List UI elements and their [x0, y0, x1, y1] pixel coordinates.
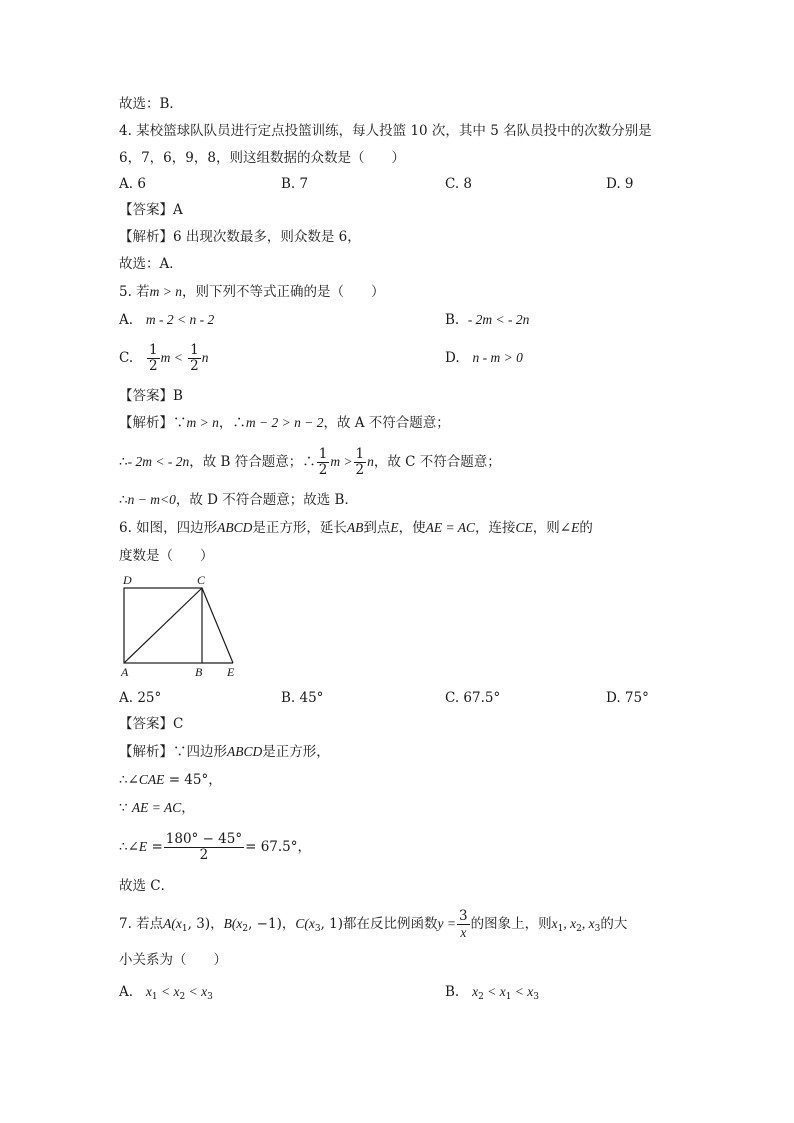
- label-e: E: [227, 665, 235, 679]
- q6-ana4-frac-den: 2: [199, 847, 209, 863]
- q5-ana2-frac2-num: 1: [355, 446, 365, 462]
- q7-point-a: A: [163, 916, 172, 931]
- q6-ana1-c: 是正方形，: [262, 744, 330, 760]
- q5-option-a: [119, 310, 214, 330]
- q4-analysis: 【解析】6 出现次数最多，则众数是 6，: [119, 229, 361, 245]
- q6-ana4-b: E: [138, 839, 148, 854]
- q7-point-a-open: (x: [171, 916, 182, 931]
- q5-ana1-c: ，∴: [218, 415, 246, 431]
- q7-point-c-sub: 3: [314, 924, 321, 934]
- q6-stem1-e: 到点: [363, 520, 391, 536]
- q6-stem1-m: 的: [579, 520, 593, 536]
- q7-point-c: C: [295, 916, 305, 931]
- q7-point-b-sub: 2: [242, 924, 249, 934]
- q5-option-c-frac1-num: 1: [149, 342, 158, 358]
- q7-option-a-x: x: [145, 984, 152, 999]
- q6-ana4-d: = 67.5°，: [245, 839, 312, 855]
- q5-option-c-frac1-den: 2: [149, 358, 158, 374]
- q5-stem-condition: m > n: [149, 284, 183, 299]
- q4-stem-line1: 4. 某校篮球队队员进行定点投篮训练，每人投篮 10 次，其中 5 名队员投中的次数分别是: [119, 123, 652, 139]
- q7-option-b-s3: 3: [533, 992, 540, 1002]
- q6-analysis-line4: [119, 827, 311, 867]
- q6-stem1-g: ，使: [398, 520, 426, 536]
- q5-stem: [119, 282, 385, 302]
- q7-stem-line2: 小关系为（ ）: [119, 952, 227, 968]
- q7-l1-d: 的大: [600, 916, 628, 932]
- q7-point-c-open: (x: [304, 916, 315, 931]
- label-a: A: [121, 665, 129, 679]
- q5-analysis-line3: [119, 490, 358, 510]
- q6-ana3-a: ∵: [119, 800, 132, 816]
- q5-ana2-m: m >: [330, 454, 353, 469]
- q5-stem-suffix: ，则下列不等式正确的是（ ）: [182, 284, 385, 300]
- q6-ana4-a: ∴∠: [119, 839, 139, 855]
- q6-ana2-a: ∴∠: [119, 772, 139, 788]
- q7-sep2: ，: [281, 916, 296, 932]
- q6-ana4-frac: [164, 832, 244, 863]
- q7-option-a-s2: 2: [179, 992, 186, 1002]
- q7-option-a-label: A.: [119, 984, 134, 1000]
- q7-point-c-close: , 1): [320, 916, 344, 932]
- q6-option-a: A. 25°: [119, 690, 162, 706]
- q5-stem-prefix: 5. 若: [119, 284, 150, 300]
- q5-analysis-line2: [119, 442, 501, 482]
- q7-x1-sub: 1: [557, 924, 564, 934]
- q5-option-a-label: A.: [119, 312, 134, 328]
- prev-conclusion: 故选：B．: [119, 96, 183, 112]
- q6-ana2-b: CAE: [138, 772, 165, 787]
- q7-point-a-sub: 1: [181, 924, 188, 934]
- q5-option-d-label: D.: [445, 350, 460, 366]
- q6-ana3-b: AE = AC: [131, 800, 182, 815]
- q5-answer: 【答案】B: [119, 388, 183, 404]
- q5-analysis-line1: [119, 413, 450, 433]
- q7-x3-sub: 3: [594, 924, 601, 934]
- q5-ana2-frac1: [317, 447, 330, 478]
- diagonal-ac: [124, 588, 202, 663]
- q7-frac-den: x: [460, 925, 467, 940]
- q5-ana1-d: m − 2 > n − 2: [245, 415, 324, 430]
- q6-ana4-c: =: [147, 839, 163, 855]
- q6-analysis-line1: [119, 742, 330, 762]
- q5-option-c-m: m <: [160, 350, 183, 365]
- q7-option-b-s2: 1: [505, 992, 512, 1002]
- q6-analysis-line2: [119, 770, 222, 790]
- q5-ana3-b: n − m<0: [127, 492, 176, 507]
- q6-stem1-j: CE: [515, 520, 533, 535]
- q6-ana4-frac-num: 180° − 45°: [165, 831, 243, 847]
- q5-option-b: [445, 310, 529, 330]
- q5-ana3-a: ∴: [119, 492, 128, 508]
- q7-point-b-close: , −1): [248, 916, 282, 932]
- q7-option-b-lt2: < x: [511, 984, 534, 999]
- q7-x3: , x: [581, 916, 595, 931]
- q7-x2: , x: [563, 916, 577, 931]
- q5-option-b-expr: - 2m < - 2n: [467, 312, 530, 327]
- q7-option-a-s1: 1: [151, 992, 158, 1002]
- q4-stem-line2: 6，7，6，9，8，则这组数据的众数是（ ）: [119, 150, 405, 166]
- q6-analysis-line3: [119, 798, 195, 818]
- q6-stem1-a: 6. 如图，四边形: [119, 520, 218, 536]
- q7-option-b-x: x: [472, 984, 479, 999]
- q6-conclusion: 故选 C．: [119, 878, 175, 894]
- q6-stem-line1: [119, 518, 593, 538]
- q6-square-figure: [115, 572, 245, 680]
- q5-option-d-expr: n - m > 0: [472, 350, 523, 365]
- q7-option-b-label: B.: [445, 984, 460, 1000]
- q5-ana2-n: n: [367, 454, 374, 469]
- q5-ana1-b: m > n: [186, 415, 219, 430]
- q6-stem1-h: AE = AC: [425, 520, 476, 535]
- q4-option-d: D. 9: [606, 176, 634, 192]
- q6-stem1-c: 是正方形，延长: [252, 520, 347, 536]
- q7-option-a-s3: 3: [207, 992, 213, 1002]
- q6-stem1-i: ，连接: [475, 520, 516, 536]
- q5-ana3-c: ，故 D 不符合题意；故选 B．: [175, 492, 358, 508]
- q7-point-b: B: [223, 916, 232, 931]
- q5-option-b-label: B.: [445, 312, 460, 328]
- q7-option-b-s1: 2: [478, 992, 484, 1002]
- q6-stem1-l: E: [571, 520, 580, 535]
- q6-ana1-a: 【解析】∵四边形: [119, 744, 227, 760]
- q5-ana2-a: ∴: [119, 454, 128, 470]
- q7-point-b-open: (x: [231, 916, 243, 931]
- q7-l1-a: 7. 若点: [119, 916, 164, 932]
- q6-stem1-f: E: [390, 520, 399, 535]
- q7-sep1: ，: [210, 916, 224, 932]
- label-b: B: [195, 665, 203, 679]
- q6-stem1-d: AB: [346, 520, 364, 535]
- q5-ana2-d: ，故 C 不符合题意；: [373, 454, 501, 470]
- q5-option-c-frac1: [147, 343, 160, 374]
- segment-ce: [202, 588, 233, 663]
- q4-conclusion: 故选：A．: [119, 256, 183, 272]
- q4-option-b: B. 7: [281, 176, 309, 192]
- q5-ana2-frac1-num: 1: [318, 446, 328, 462]
- q5-option-c-frac2: [188, 343, 201, 374]
- q5-ana2-frac1-den: 2: [318, 462, 328, 478]
- q6-stem-line2: 度数是（ ）: [119, 548, 214, 564]
- label-c: C: [197, 573, 206, 587]
- q7-option-a: [119, 982, 213, 1007]
- q7-point-a-close: , 3): [187, 916, 211, 932]
- q5-ana2-b: - 2m < - 2n: [127, 454, 190, 469]
- q5-option-c-frac2-den: 2: [190, 358, 199, 374]
- q4-option-c: C. 8: [445, 176, 473, 192]
- q6-option-b: B. 45°: [281, 690, 324, 706]
- q7-x2-sub: 2: [576, 924, 582, 934]
- q6-ana1-b: ABCD: [227, 744, 263, 759]
- q4-option-a: A. 6: [119, 176, 146, 192]
- q7-option-a-lt1: < x: [157, 984, 180, 999]
- q7-stem-line1: [119, 904, 627, 949]
- q4-answer: 【答案】A: [119, 202, 183, 218]
- q6-option-d: D. 75°: [606, 690, 649, 706]
- q5-option-c-n: n: [201, 350, 209, 365]
- q7-l1-c: 的图象上，则: [470, 916, 552, 932]
- q7-option-b: [445, 982, 539, 1007]
- q5-option-c-frac2-num: 1: [190, 342, 199, 358]
- label-d: D: [123, 573, 132, 587]
- q7-y: y =: [437, 916, 457, 931]
- q6-option-c: C. 67.5°: [445, 690, 501, 706]
- q5-option-a-expr: m - 2 < n - 2: [145, 312, 215, 327]
- q6-stem1-k: ，则∠: [532, 520, 572, 536]
- q5-option-c-label: C.: [119, 350, 134, 366]
- q5-option-c: [119, 338, 208, 378]
- q5-option-d: [445, 348, 523, 368]
- q7-option-b-lt1: < x: [483, 984, 506, 999]
- q6-ana2-c: = 45°，: [164, 772, 222, 788]
- q5-ana2-c: ，故 B 符合题意；∴: [189, 454, 316, 470]
- q5-ana2-frac2: [354, 447, 367, 478]
- q7-frac-num: 3: [459, 908, 468, 924]
- q5-ana2-frac2-den: 2: [355, 462, 365, 478]
- q6-ana3-c: ，: [181, 800, 195, 816]
- q6-answer: 【答案】C: [119, 716, 184, 732]
- q5-ana1-e: ，故 A 不符合题意；: [323, 415, 450, 431]
- q7-l1-b: 都在反比例函数: [343, 916, 438, 932]
- q6-stem1-b: ABCD: [217, 520, 253, 535]
- q7-frac: [457, 909, 470, 940]
- q5-ana1-a: 【解析】∵: [119, 415, 187, 431]
- q7-x1: x: [551, 916, 558, 931]
- q7-option-a-lt2: < x: [185, 984, 208, 999]
